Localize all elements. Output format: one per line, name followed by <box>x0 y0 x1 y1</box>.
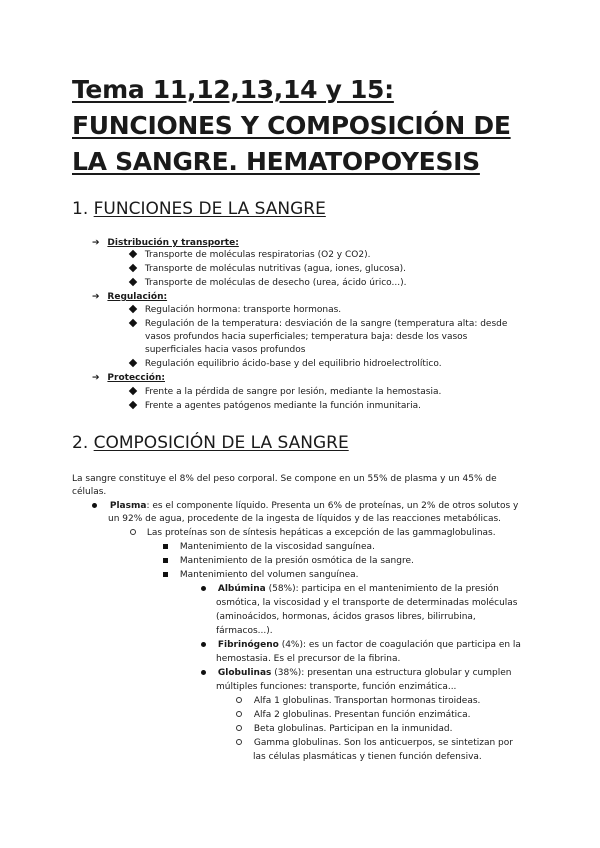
circle-bullet-icon <box>236 697 242 703</box>
intro-paragraph-line: La sangre constituye el 8% del peso corporal. Se compone en un 55% de plasma y un 45% de <box>72 474 497 484</box>
diamond-bullet-icon <box>129 250 137 258</box>
page-title: Tema 11,12,13,14 y 15: FUNCIONES Y COMPOSICIÓN DE LA SANGRE. HEMATOPOYESIS <box>72 75 511 176</box>
section-2-heading <box>72 432 349 454</box>
albumina-continuation: fármacos...). <box>216 626 273 636</box>
group-label: Distribución y transporte: <box>107 238 239 248</box>
section-1-heading <box>72 198 326 220</box>
group-label: Regulación: <box>107 292 168 302</box>
group-regulation <box>92 291 167 305</box>
albumina-item: Albúmina (58%): participa en el mantenimiento de la presión <box>201 583 499 597</box>
fibrinogeno-continuation: hemostasia. Es el precursor de la fibrina. <box>216 654 401 664</box>
dot-bullet-icon <box>201 642 206 647</box>
arrow-right-icon: ➔ <box>92 292 100 302</box>
albumina-continuation: osmótica, la viscosidad y el transporte de determinadas moléculas <box>216 598 518 608</box>
arrow-right-icon: ➔ <box>92 238 100 248</box>
dot-bullet-icon <box>201 586 206 591</box>
section-1-number: 1. <box>72 199 89 219</box>
intro-paragraph-line: células. <box>72 487 107 497</box>
protein-function-item: Mantenimiento de la presión osmótica de la sangre. <box>163 555 414 569</box>
proteins-item: Las proteínas son de síntesis hepáticas a excepción de las gammaglobulinas. <box>130 527 496 541</box>
diamond-bullet-icon <box>129 278 137 286</box>
square-bullet-icon <box>163 544 168 549</box>
globulinas-continuation: múltiples funciones: transporte, función enzimática... <box>216 682 457 692</box>
dot-bullet-icon <box>201 670 206 675</box>
diamond-bullet-icon <box>129 264 137 272</box>
circle-bullet-icon <box>130 529 136 535</box>
diamond-bullet-icon <box>129 319 137 327</box>
globulin-type-item: Beta globulinas. Participan en la inmunidad. <box>236 723 452 737</box>
list-item: Regulación hormona: transporte hormonas. <box>130 304 341 318</box>
globulin-type-item: Gamma globulinas. Son los anticuerpos, se sintetizan por <box>236 737 513 751</box>
square-bullet-icon <box>163 558 168 563</box>
list-item: Regulación equilibrio ácido-base y del equilibrio hidroelectrolítico. <box>130 358 442 372</box>
albumina-continuation: (aminoácidos, hormonas, ácidos grasos libres, bilirrubina, <box>216 612 476 622</box>
globulinas-item: Globulinas (38%): presentan una estructura globular y cumplen <box>201 667 511 681</box>
list-item: Transporte de moléculas de desecho (urea, ácido úrico...). <box>130 277 406 291</box>
dot-bullet-icon <box>92 503 97 508</box>
circle-bullet-icon <box>236 739 242 745</box>
list-item: Frente a agentes patógenos mediante la función inmunitaria. <box>130 400 421 414</box>
plasma-item-continuation: un 92% de agua, procedente de la ingesta de líquidos y de las reacciones metabólicas. <box>108 514 502 524</box>
section-2-title: COMPOSICIÓN DE LA SANGRE <box>93 433 349 453</box>
diamond-bullet-icon <box>129 387 137 395</box>
list-item: Transporte de moléculas nutritivas (agua, iones, glucosa). <box>130 263 406 277</box>
square-bullet-icon <box>163 572 168 577</box>
list-item: Transporte de moléculas respiratorias (O2 y CO2). <box>130 249 370 263</box>
section-1-title: FUNCIONES DE LA SANGRE <box>93 199 326 219</box>
globulin-type-continuation: las células plasmáticas y tienen función defensiva. <box>253 752 482 762</box>
diamond-bullet-icon <box>129 359 137 367</box>
list-item-continuation: vasos profundos hacia superficiales; temperatura baja: desde los vasos <box>145 332 468 342</box>
list-item: Regulación de la temperatura: desviación de la sangre (temperatura alta: desde <box>130 318 507 332</box>
arrow-right-icon: ➔ <box>92 373 100 383</box>
section-2-number: 2. <box>72 433 89 453</box>
fibrinogeno-item: Fibrinógeno (4%): es un factor de coagulación que participa en la <box>201 639 521 653</box>
circle-bullet-icon <box>236 725 242 731</box>
diamond-bullet-icon <box>129 401 137 409</box>
globulin-type-item: Alfa 1 globulinas. Transportan hormonas tiroideas. <box>236 695 480 709</box>
group-protection <box>92 372 165 386</box>
protein-function-item: Mantenimiento del volumen sanguínea. <box>163 569 359 583</box>
protein-function-item: Mantenimiento de la viscosidad sanguínea. <box>163 541 375 555</box>
diamond-bullet-icon <box>129 305 137 313</box>
list-item: Frente a la pérdida de sangre por lesión, mediante la hemostasia. <box>130 386 441 400</box>
circle-bullet-icon <box>236 711 242 717</box>
globulin-type-item: Alfa 2 globulinas. Presentan función enzimática. <box>236 709 470 723</box>
plasma-item: Plasma: es el componente líquido. Presenta un 6% de proteínas, un 2% de otros solutos y <box>92 500 518 514</box>
list-item-continuation: superficiales hacia vasos profundos <box>145 345 306 355</box>
group-label: Protección: <box>107 373 165 383</box>
